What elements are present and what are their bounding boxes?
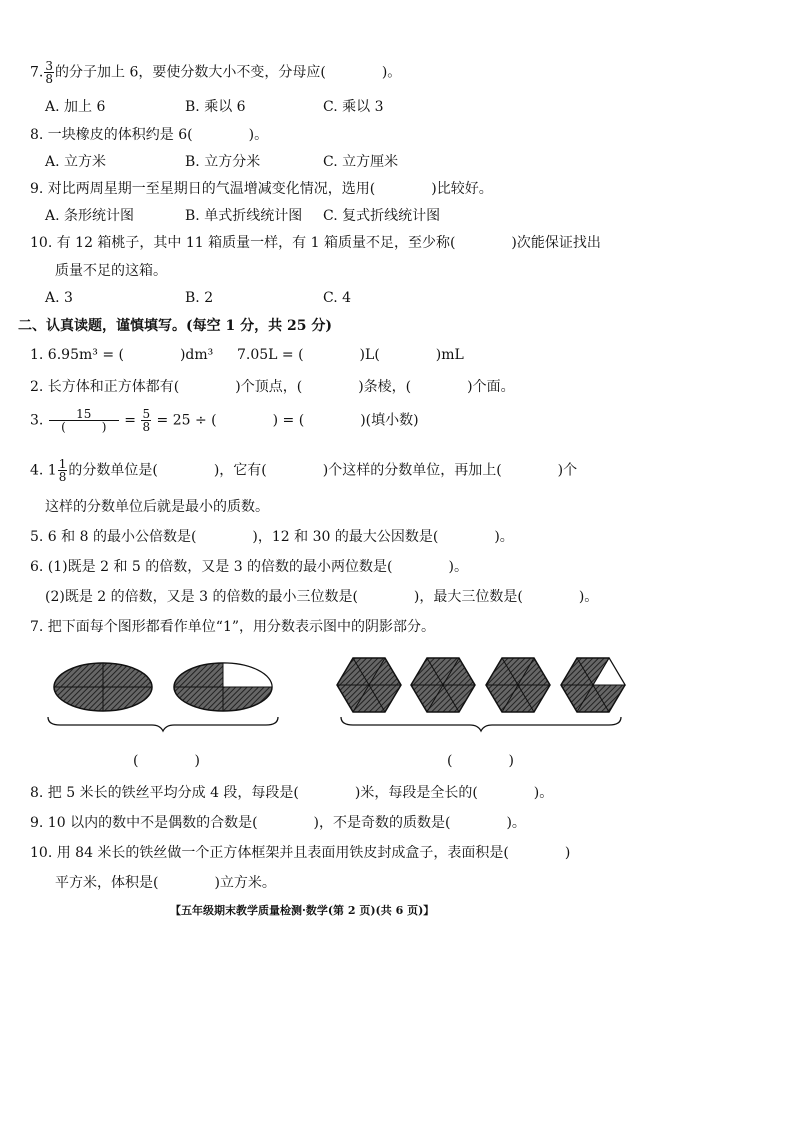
fraction-5-8: $\frac{5}{8}$ xyxy=(142,407,151,434)
s2-q6a: 6. (1)既是 2 和 5 的倍数，又是 3 的倍数的最小两位数是( )。 xyxy=(30,559,468,575)
hexagon-figure-1 xyxy=(337,658,401,712)
hexagon-figure-3 xyxy=(486,658,550,712)
q7-option-a[interactable]: A. 加上 6 xyxy=(45,99,106,115)
s2-q1a: 1. 6.95m³ = ( )dm³ xyxy=(30,347,214,363)
oval-figure-1 xyxy=(54,663,152,711)
s2-q7: 7. 把下面每个图形都看作单位“1”，用分数表示图中的阴影部分。 xyxy=(30,619,436,635)
s2-q9: 9. 10 以内的数中不是偶数的合数是( )，不是奇数的质数是( )。 xyxy=(30,815,526,831)
s2-q4: 4. 1 $\frac{1}{8}$ 的分数单位是( )，它有( )个这样的分数单位，再加上( )个 xyxy=(30,457,578,484)
s2-q10b: 平方米，体积是( )立方米。 xyxy=(55,875,276,891)
q8-option-b[interactable]: B. 立方分米 xyxy=(185,154,261,170)
hexagon-figure-4 xyxy=(561,658,625,712)
q8-option-a[interactable]: A. 立方米 xyxy=(45,154,107,170)
left-brace xyxy=(48,717,278,731)
fraction-15-blank: $\frac{15}{( )}$ xyxy=(49,408,119,433)
s2-q2: 2. 长方体和正方体都有( )个顶点，( )条棱，( )个面。 xyxy=(30,379,515,395)
section2-title: 二、认真读题，谨慎填写。(每空 1 分，共 25 分) xyxy=(18,318,332,334)
s2-q3: 3. $\frac{15}{( )}$ = $\frac{5}{8}$ = 25 ÷ ( ) = ( )(填小数) xyxy=(30,407,419,434)
q10-option-c[interactable]: C. 4 xyxy=(323,290,352,306)
hexagon-figure-2 xyxy=(411,658,475,712)
q10-line: 10. 有 12 箱桃子，其中 11 箱质量一样，有 1 箱质量不足，至少称( )次能保证找出 xyxy=(30,235,601,251)
s2-q4-line2: 这样的分数单位后就是最小的质数。 xyxy=(45,499,269,515)
page-footer: 【五年级期末教学质量检测·数学(第 2 页)(共 6 页)】 xyxy=(170,904,435,917)
s2-q8: 8. 把 5 米长的铁丝平均分成 4 段，每段是( )米，每段是全长的( )。 xyxy=(30,785,554,801)
s2-q6b: (2)既是 2 的倍数，又是 3 的倍数的最小三位数是( )，最大三位数是( )。 xyxy=(45,589,599,605)
s2-q1b: 7.05L = ( )L( )mL xyxy=(237,347,464,363)
q9-option-a[interactable]: A. 条形统计图 xyxy=(45,208,135,224)
q8-option-c[interactable]: C. 立方厘米 xyxy=(323,154,399,170)
s2-q10a: 10. 用 84 米长的铁丝做一个正方体框架并且表面用铁皮封成盒子，表面积是( ) xyxy=(30,845,571,861)
s2-q7-answer-right[interactable]: ( ) xyxy=(447,753,514,769)
fraction-1-8: $\frac{1}{8}$ xyxy=(58,457,67,484)
q7-option-c[interactable]: C. 乘以 3 xyxy=(323,99,384,115)
q8-line: 8. 一块橡皮的体积约是 6( )。 xyxy=(30,127,269,143)
q9-option-b[interactable]: B. 单式折线统计图 xyxy=(185,208,303,224)
q9-option-c[interactable]: C. 复式折线统计图 xyxy=(323,208,441,224)
right-brace xyxy=(341,717,621,731)
q7-line: 7. $\frac{3}{8}$ 的分子加上 6，要使分数大小不变，分母应( )。 xyxy=(30,59,402,86)
s2-q7-answer-left[interactable]: ( ) xyxy=(133,753,200,769)
q10-option-b[interactable]: B. 2 xyxy=(185,290,214,306)
q7-option-b[interactable]: B. 乘以 6 xyxy=(185,99,246,115)
shaded-figures xyxy=(0,645,794,765)
q10-option-a[interactable]: A. 3 xyxy=(45,290,73,306)
s2-q5: 5. 6 和 8 的最小公倍数是( )，12 和 30 的最大公因数是( )。 xyxy=(30,529,514,545)
q10-line-2: 质量不足的这箱。 xyxy=(55,263,167,279)
fraction-3-8: $\frac{3}{8}$ xyxy=(45,59,53,86)
q9-line: 9. 对比两周星期一至星期日的气温增减变化情况，选用( )比较好。 xyxy=(30,181,493,197)
oval-figure-2 xyxy=(174,663,272,711)
